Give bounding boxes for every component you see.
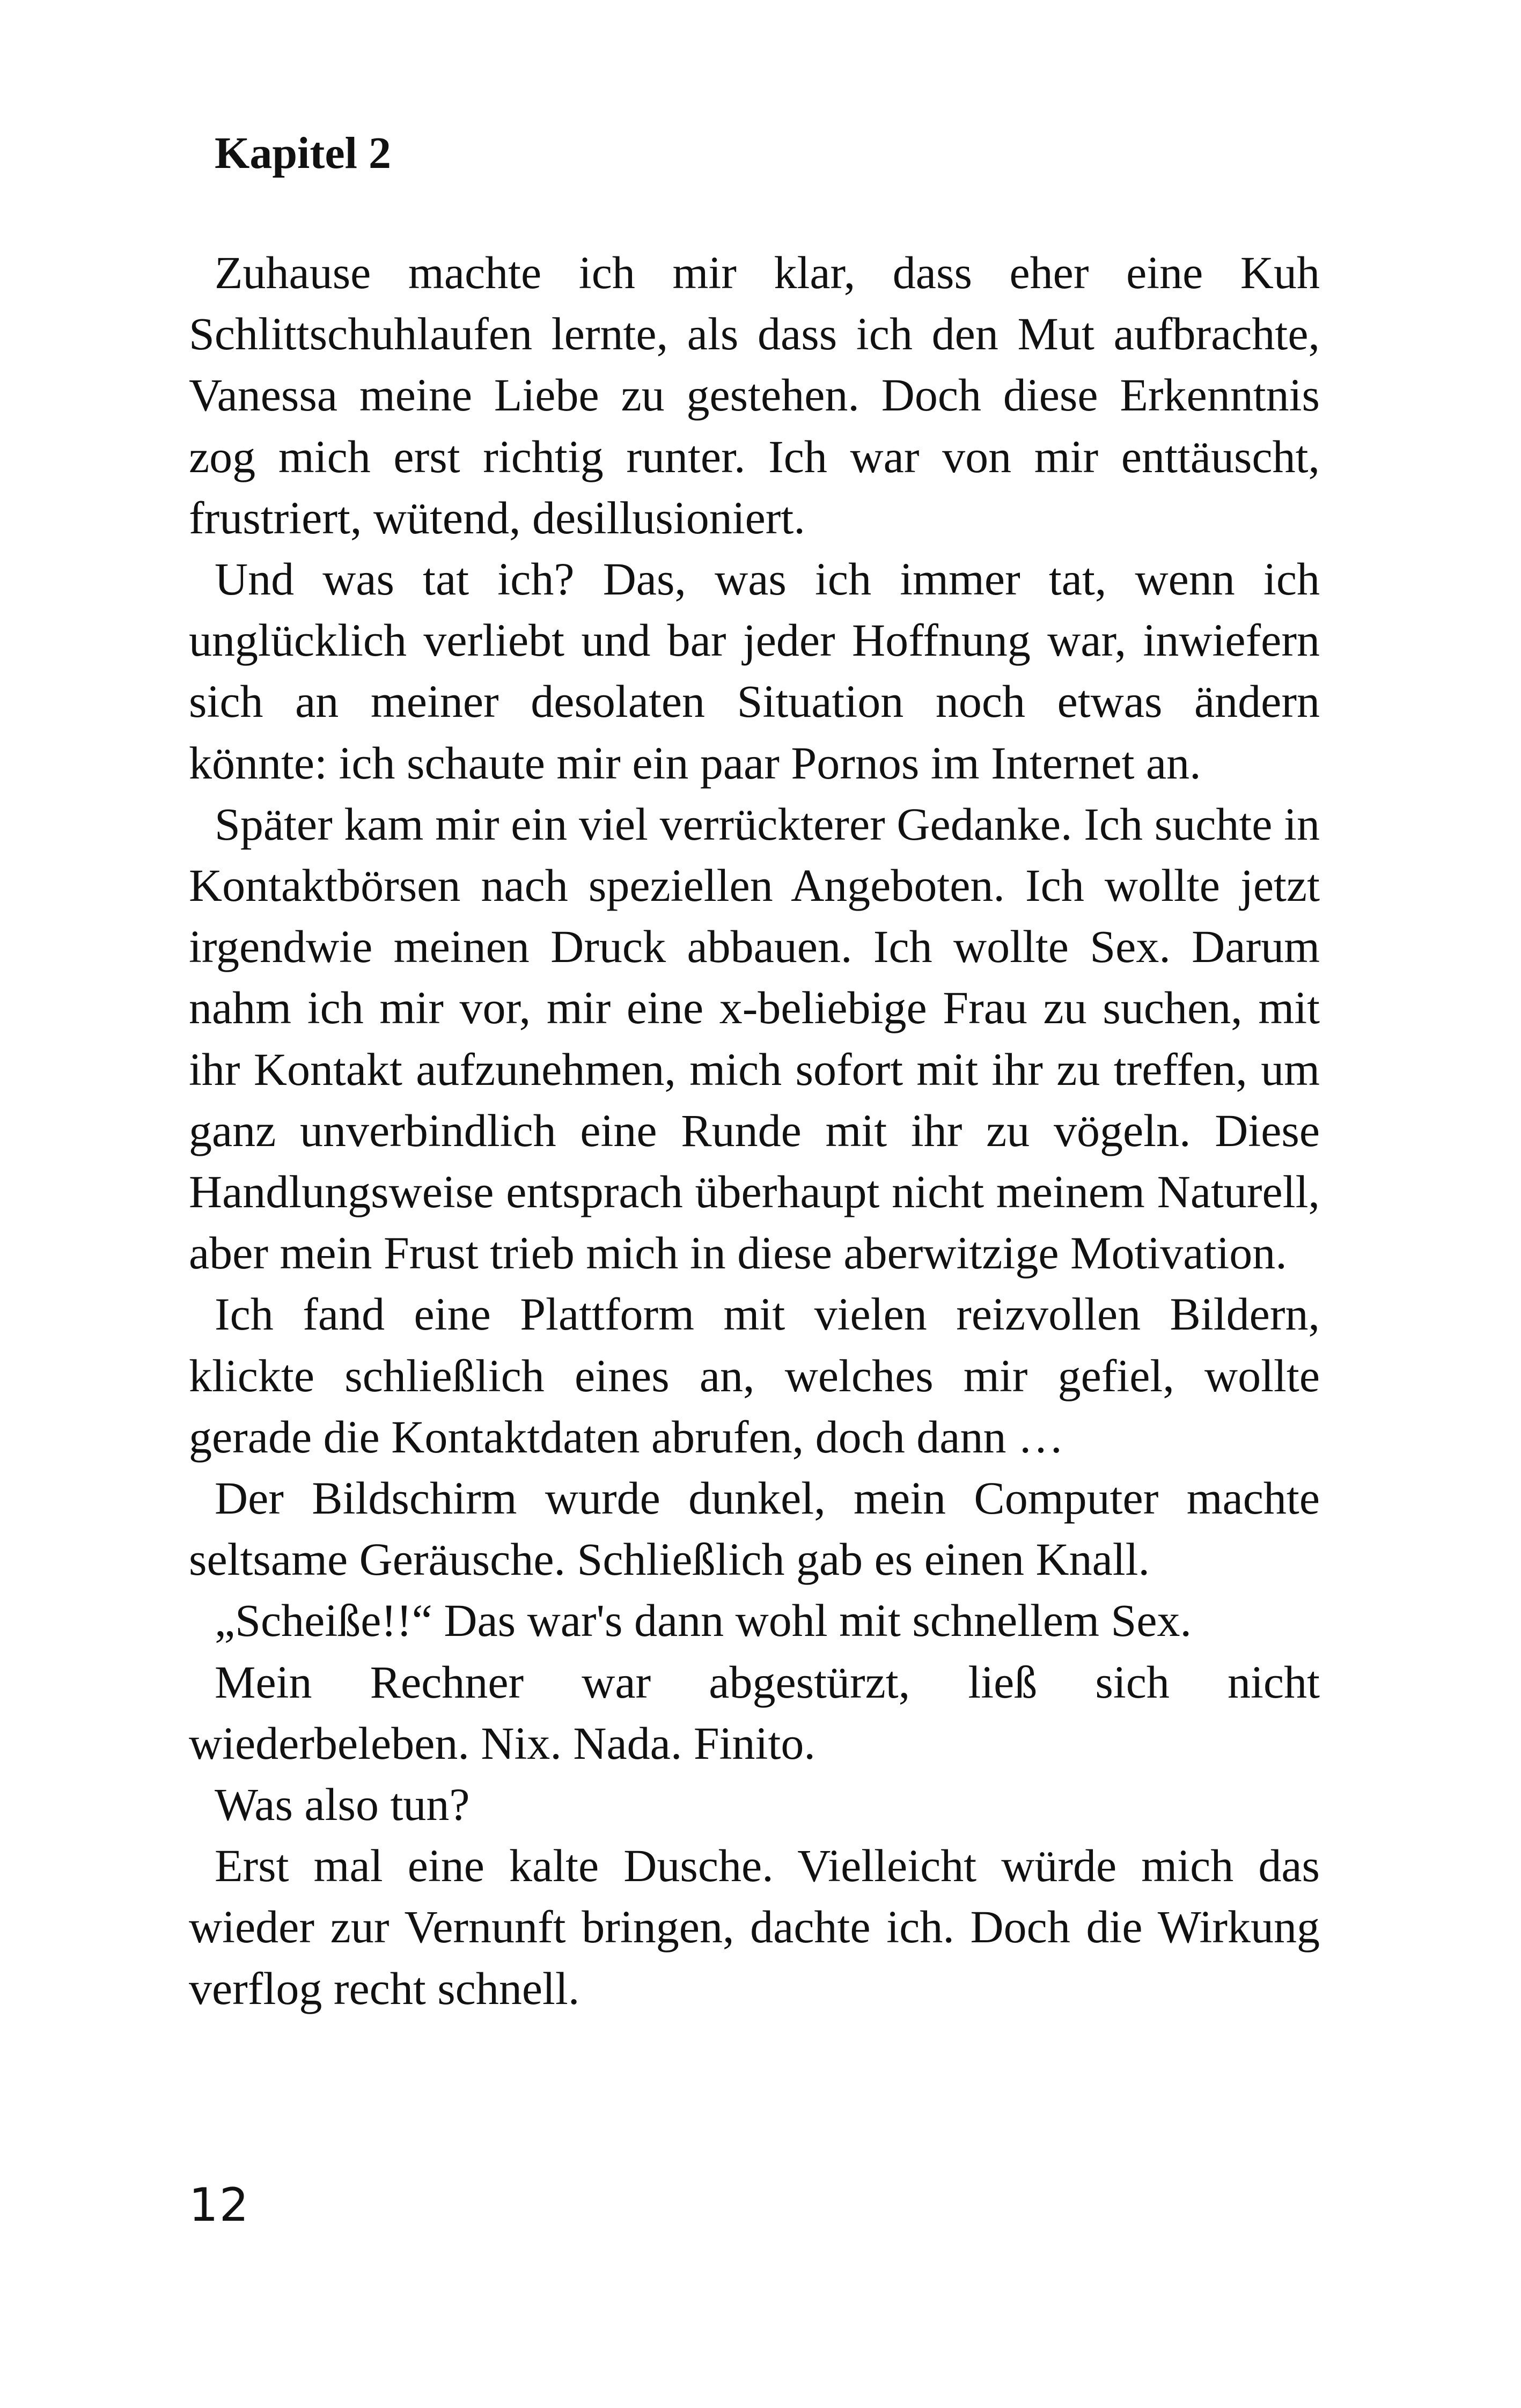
paragraph: Später kam mir ein viel verrückterer Gedanke. Ich suchte in Kontaktbörsen nach speziellen Angeboten. Ich wollte jetzt irgendwie meinen Druck abbauen. Ich wollte Sex. Darum nahm ich mir vor, mir eine x-beliebige Frau zu suchen, mit ihr Kontakt aufzunehmen, mich sofort mit ihr zu treffen, um ganz unverbindlich eine Runde mit ihr zu vögeln. Diese Handlungsweise entsprach überhaupt nicht meinem Naturell, aber mein Frust trieb mich in diese aberwitzige Motivation.	[189, 798, 1320, 1279]
paragraph: Mein Rechner war abgestürzt, ließ sich nicht wiederbeleben. Nix. Nada. Finito.	[189, 1656, 1320, 1769]
paragraph: Was also tun?	[215, 1779, 470, 1831]
page-number: 12	[189, 2178, 250, 2232]
paragraph: „Scheiße!!“ Das war's dann wohl mit schnellem Sex.	[215, 1595, 1192, 1647]
paragraph: Der Bildschirm wurde dunkel, mein Computer machte seltsame Geräusche. Schließlich gab es einen Knall.	[189, 1472, 1320, 1585]
paragraph: Zuhause machte ich mir klar, dass eher eine Kuh Schlittschuhlaufen lernte, als dass ich den Mut aufbrachte, Vanessa meine Liebe zu gestehen. Doch diese Erkenntnis zog mich erst richtig runter. Ich war von mir enttäuscht, frustriert, wütend, desillusioniert.	[189, 247, 1320, 544]
chapter-body	[189, 242, 1320, 2019]
chapter-heading: Kapitel 2	[215, 128, 391, 178]
paragraph: Erst mal eine kalte Dusche. Vielleicht würde mich das wieder zur Vernunft bringen, dachte ich. Doch die Wirkung verflog recht schnell.	[189, 1840, 1320, 2014]
paragraph: Und was tat ich? Das, was ich immer tat, wenn ich unglücklich verliebt und bar jeder Hoffnung war, inwiefern sich an meiner desolaten Situation noch etwas ändern könnte: ich schaute mir ein paar Pornos im Internet an.	[189, 553, 1320, 789]
paragraph: Ich fand eine Plattform mit vielen reizvollen Bildern, klickte schließlich eines an, welches mir gefiel, wollte gerade die Kontaktdaten abrufen, doch dann …	[189, 1288, 1320, 1463]
